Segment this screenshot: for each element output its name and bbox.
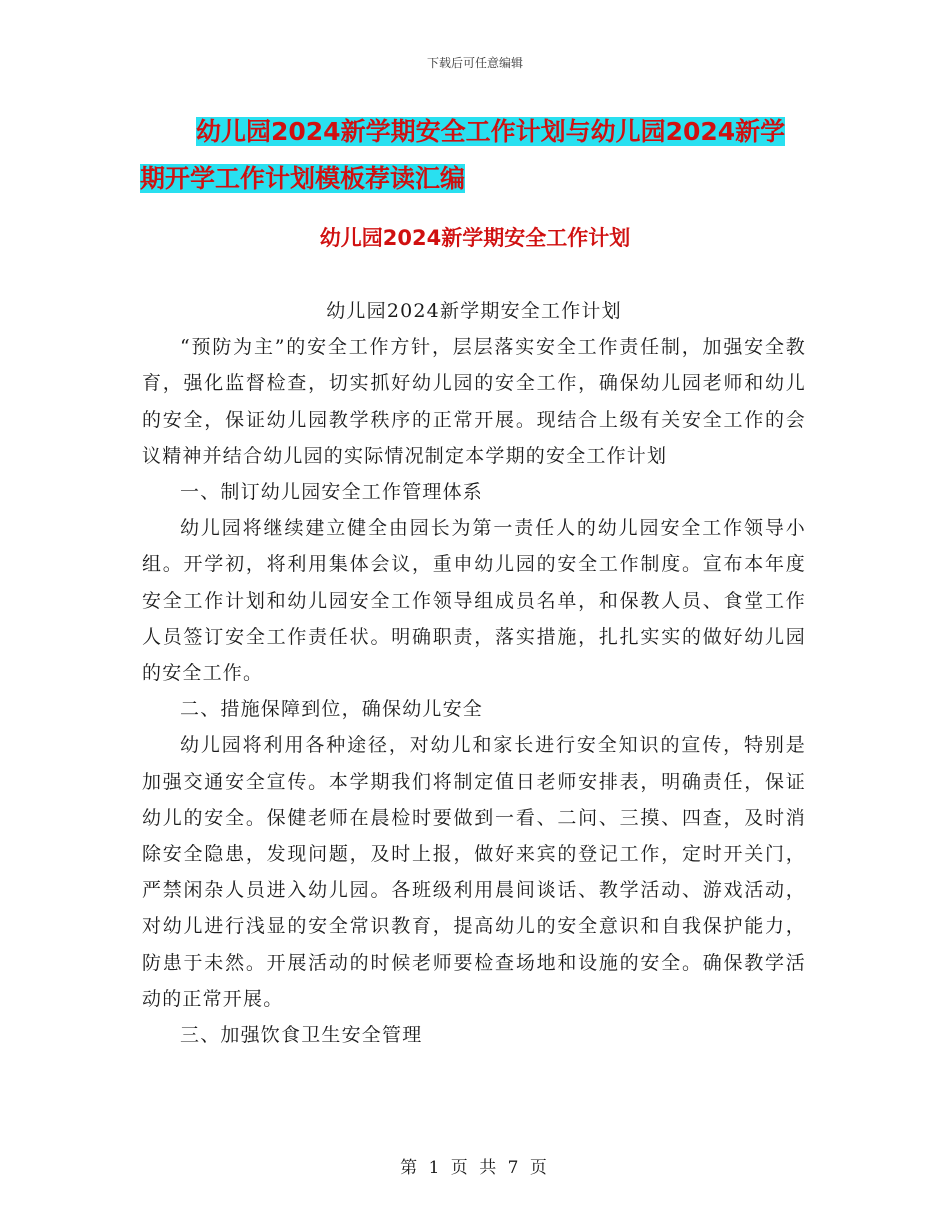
paragraph: “预防为主”的安全工作方针，层层落实安全工作责任制，加强安全教育，强化监督检查，切实抓好幼儿园的安全工作，确保幼儿园老师和幼儿的安全，保证幼儿园教学秩序的正常开展。现结合上级有关安全工作的会议精神并结合幼儿园的实际情况制定本学期的安全工作计划 (142, 336, 806, 467)
page-footer: 第 1 页 共 7 页 (400, 1158, 550, 1178)
section-heading-1: 一、制订幼儿园安全工作管理体系 (180, 481, 484, 504)
paragraph: 幼儿园将利用各种途径，对幼儿和家长进行安全知识的宣传，特别是加强交通安全宣传。本学期我们将制定值日老师安排表，明确责任，保证幼儿的安全。保健老师在晨检时要做到一看、二问、三摸、四查，及时消除安全隐患，发现问题，及时上报，做好来宾的登记工作，定时开关门，严禁闲杂人员进入幼儿园。各班级利用晨间谈话、教学活动、游戏活动，对幼儿进行浅显的安全常识教育，提高幼儿的安全意识和自我保护能力，防患于未然。开展活动的时候老师要检查场地和设施的安全。确保教学活动的正常开展。 (142, 734, 806, 1010)
document-title-line-1: 幼儿园2024新学期安全工作计划与幼儿园2024新学 (196, 117, 786, 146)
document-title (140, 108, 820, 202)
header-note: 下载后可任意编辑 (426, 56, 523, 70)
section-title: 幼儿园2024新学期安全工作计划 (319, 226, 631, 250)
paragraph: 幼儿园将继续建立健全由园长为第一责任人的幼儿园安全工作领导小组。开学初，将利用集体会议，重申幼儿园的安全工作制度。宣布本年度安全工作计划和幼儿园安全工作领导组成员名单，和保教人员、食堂工作人员签订安全工作责任状。明确职责，落实措施，扎扎实实的做好幼儿园的安全工作。 (142, 517, 806, 685)
document-body (142, 293, 806, 1053)
document-title-line-2: 期开学工作计划模板荐读汇编 (140, 164, 466, 193)
section-heading-3: 三、加强饮食卫生安全管理 (180, 1024, 423, 1047)
body-subtitle: 幼儿园2024新学期安全工作计划 (326, 300, 622, 322)
section-heading-2: 二、措施保障到位，确保幼儿安全 (180, 698, 484, 721)
